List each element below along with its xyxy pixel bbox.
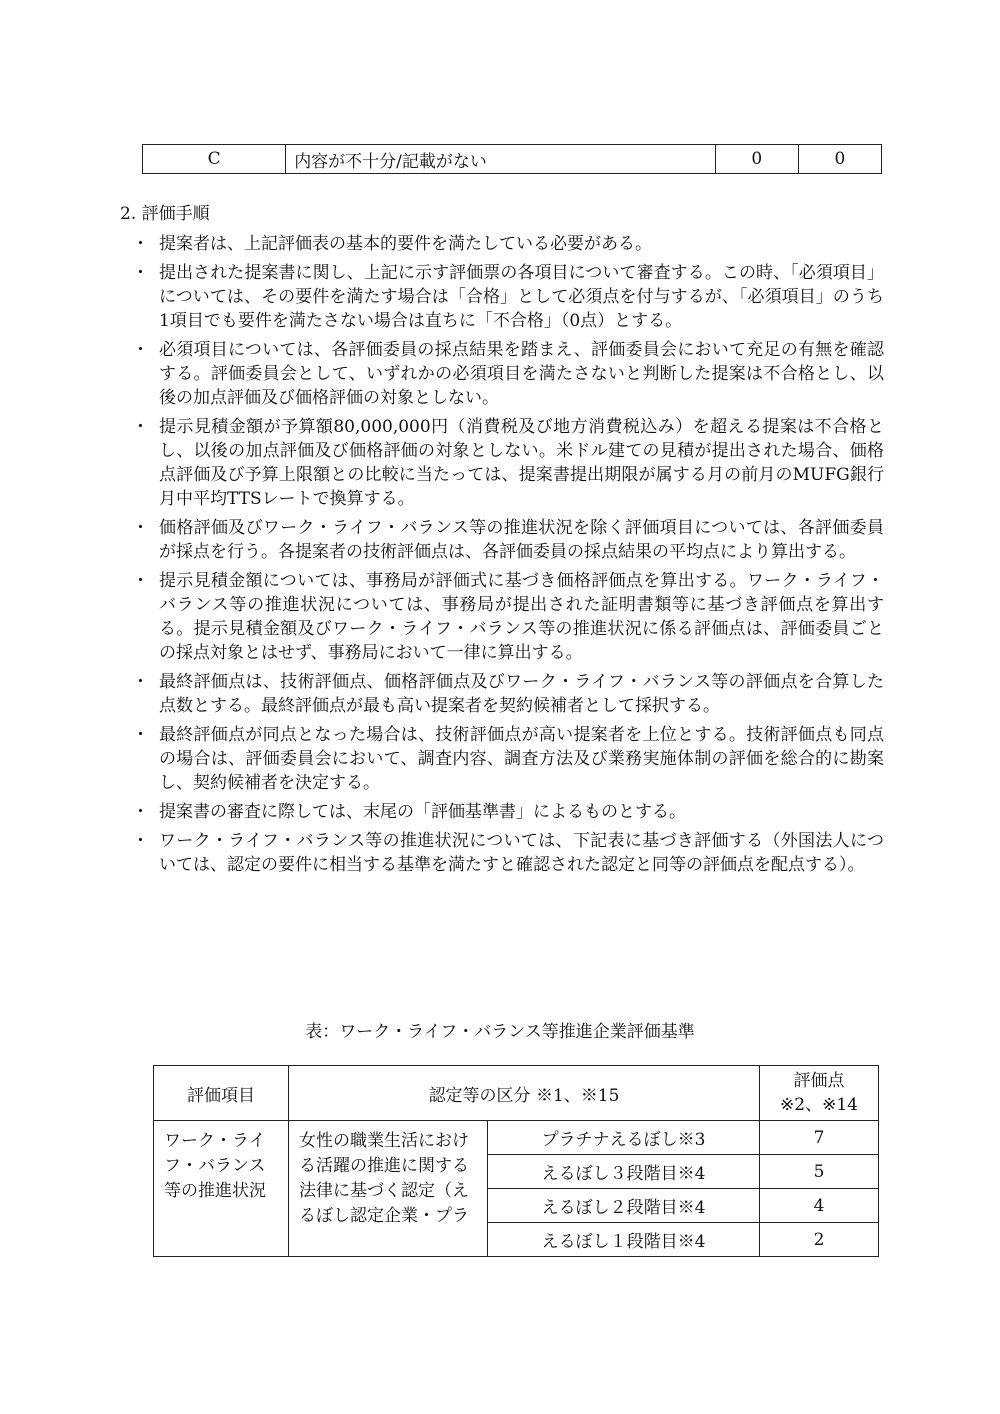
evaluation-grade-table bbox=[142, 144, 882, 174]
table-caption: 表：ワーク・ライフ・バランス等推進企業評価基準 bbox=[305, 1022, 695, 1042]
list-item bbox=[132, 261, 884, 333]
table-row bbox=[143, 145, 882, 174]
bullet-marker: ・ bbox=[132, 725, 149, 745]
bullet-marker: ・ bbox=[132, 263, 149, 283]
list-item-text: 提示見積金額については、事務局が評価式に基づき価格評価点を算出する。ワーク・ライフ・バランス等の推進状況については、事務局が提出された証明書類等に基づき評価点を算出する。提示見積金額及びワーク・ライフ・バランス等の推進状況に係る評価点は、評価委員ごとの採点対象とはせず、事務局において一律に算出する。 bbox=[159, 571, 884, 663]
list-item bbox=[132, 415, 884, 511]
list-item bbox=[132, 569, 884, 665]
bullet-marker: ・ bbox=[132, 802, 149, 822]
law-label-cell: 女性の職業生活における活躍の推進に関する法律に基づく認定（えるぼし認定企業・プラ bbox=[289, 1121, 488, 1257]
grade-cell: C bbox=[143, 145, 286, 174]
list-item bbox=[132, 516, 884, 564]
header-item: 評価項目 bbox=[154, 1066, 289, 1121]
header-category: 認定等の区分 ※1、※15 bbox=[289, 1066, 760, 1121]
bullet-marker: ・ bbox=[132, 571, 149, 591]
header-score bbox=[760, 1066, 879, 1121]
list-item-text: 提案書の審査に際しては、末尾の「評価基準書」によるものとする。 bbox=[159, 802, 686, 822]
grade-description-cell: 内容が不十分/記載がない bbox=[286, 145, 716, 174]
list-item-text: 価格評価及びワーク・ライフ・バランス等の推進状況を除く評価項目については、各評価委員が採点を行う。各提案者の技術評価点は、各評価委員の採点結果の平均点により算出する。 bbox=[159, 518, 884, 562]
wlb-evaluation-table bbox=[153, 1065, 879, 1257]
list-item-text: ワーク・ライフ・バランス等の推進状況については、下記表に基づき評価する（外国法人については、認定の要件に相当する基準を満たすと確認された認定と同等の評価点を配点する）。 bbox=[159, 831, 884, 875]
item-label-cell: ワーク・ライフ・バランス等の推進状況 bbox=[154, 1121, 289, 1257]
bullet-marker: ・ bbox=[132, 417, 149, 437]
section-heading: 2. 評価手順 bbox=[120, 204, 210, 224]
header-score-label: 評価点 bbox=[793, 1071, 845, 1091]
score-cell: 0 bbox=[715, 145, 798, 174]
list-item bbox=[132, 670, 884, 718]
score-cell: 2 bbox=[760, 1223, 879, 1257]
certification-level-cell: えるぼし１段階目※4 bbox=[488, 1223, 760, 1257]
score-cell: 7 bbox=[760, 1121, 879, 1155]
bullet-marker: ・ bbox=[132, 672, 149, 692]
list-item-text: 最終評価点は、技術評価点、価格評価点及びワーク・ライフ・バランス等の評価点を合算した点数とする。最終評価点が最も高い提案者を契約候補者として採択する。 bbox=[159, 672, 884, 716]
certification-level-cell: えるぼし２段階目※4 bbox=[488, 1189, 760, 1223]
bullet-marker: ・ bbox=[132, 831, 149, 851]
header-score-notes: ※2、※14 bbox=[780, 1095, 858, 1115]
table-header-row bbox=[154, 1066, 879, 1121]
list-item bbox=[132, 723, 884, 795]
procedure-list bbox=[132, 232, 884, 882]
table-row bbox=[154, 1121, 879, 1155]
bullet-marker: ・ bbox=[132, 518, 149, 538]
list-item-text: 最終評価点が同点となった場合は、技術評価点が高い提案者を上位とする。技術評価点も同点の場合は、評価委員会において、調査内容、調査方法及び業務実施体制の評価を総合的に勘案し、契約候補者を決定する。 bbox=[159, 725, 884, 793]
list-item bbox=[132, 338, 884, 410]
score-cell: 0 bbox=[798, 145, 881, 174]
certification-level-cell: えるぼし３段階目※4 bbox=[488, 1155, 760, 1189]
bullet-marker: ・ bbox=[132, 234, 149, 254]
list-item-text: 提示見積金額が予算額80,000,000円（消費税及び地方消費税込み）を超える提案は不合格とし、以後の加点評価及び価格評価の対象としない。米ドル建ての見積が提出された場合、価格点評価及び予算上限額との比較に当たっては、提案書提出期限が属する月の前月のMUFG銀行月中平均TTSレートで換算する。 bbox=[159, 417, 884, 509]
score-cell: 4 bbox=[760, 1189, 879, 1223]
list-item-text: 必須項目については、各評価委員の採点結果を踏まえ、評価委員会において充足の有無を確認する。評価委員会として、いずれかの必須項目を満たさないと判断した提案は不合格とし、以後の加点評価及び価格評価の対象としない。 bbox=[159, 340, 884, 408]
list-item-text: 提出された提案書に関し、上記に示す評価票の各項目について審査する。この時、「必須項目」については、その要件を満たす場合は「合格」として必須点を付与するが、「必須項目」のうち1項目でも要件を満たさない場合は直ちに「不合格」（0点）とする。 bbox=[159, 263, 884, 331]
list-item bbox=[132, 800, 884, 824]
list-item bbox=[132, 829, 884, 877]
bullet-marker: ・ bbox=[132, 340, 149, 360]
list-item bbox=[132, 232, 884, 256]
score-cell: 5 bbox=[760, 1155, 879, 1189]
list-item-text: 提案者は、上記評価表の基本的要件を満たしている必要がある。 bbox=[159, 234, 652, 254]
certification-level-cell: プラチナえるぼし※3 bbox=[488, 1121, 760, 1155]
